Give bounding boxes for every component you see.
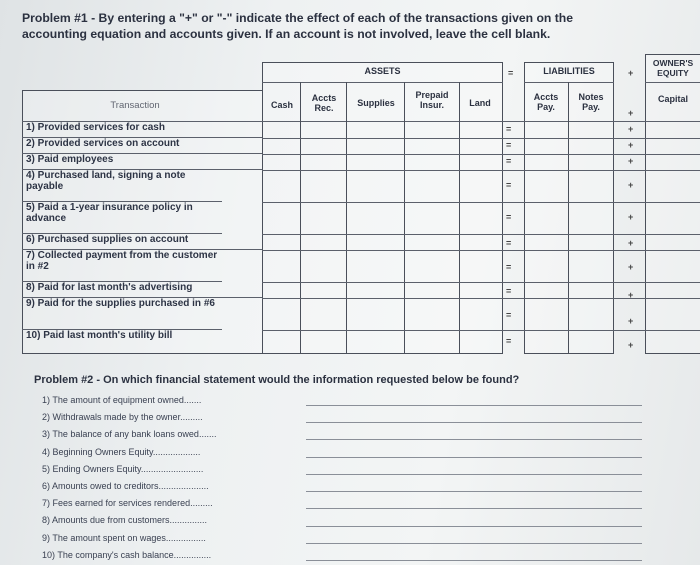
row-plus: + — [628, 262, 634, 272]
answer-line[interactable] — [306, 508, 642, 509]
plus-sign: + — [628, 68, 634, 78]
transaction-row: 5) Paid a 1-year insurance policy in advance — [22, 202, 222, 234]
question-item: 3) The balance of any bank loans owed....... — [42, 429, 217, 440]
supplies-header: Supplies — [357, 98, 395, 108]
row-plus: + — [628, 180, 634, 190]
row-plus: + — [628, 140, 634, 150]
question-item: 4) Beginning Owners Equity................... — [42, 446, 201, 457]
row-equals: = — [506, 262, 512, 272]
row-line — [262, 250, 700, 251]
answer-line[interactable] — [306, 543, 642, 544]
row-equals: = — [506, 156, 512, 166]
accts-rec-header: Accts Rec. — [311, 93, 337, 113]
row-plus: + — [628, 212, 634, 222]
transaction-row: 9) Paid for the supplies purchased in #6 — [22, 298, 222, 330]
problem2-questions — [42, 393, 292, 565]
assets-header-divider — [262, 82, 503, 83]
question-item: 6) Amounts owed to creditors.................... — [42, 480, 209, 491]
col-divider — [300, 82, 301, 354]
row-line — [262, 234, 700, 235]
notes-pay-header: Notes Pay. — [578, 92, 604, 112]
problem1-line2: accounting equation and accounts given. If an account is not involved, leave the cell blank. — [22, 27, 551, 41]
answer-line[interactable] — [306, 474, 642, 475]
row-line — [262, 138, 700, 139]
answer-line[interactable] — [306, 526, 642, 527]
row-plus: + — [628, 124, 634, 134]
equity-header-divider — [645, 82, 700, 83]
row-plus: + — [628, 290, 634, 300]
row-plus: + — [628, 108, 634, 118]
transaction-header: Transaction — [110, 100, 160, 111]
answer-line[interactable] — [306, 422, 642, 423]
row-equals: = — [506, 238, 512, 248]
transaction-row: 3) Paid employees — [22, 154, 262, 170]
question-item: 8) Amounts due from customers............... — [42, 515, 208, 526]
row-equals: = — [506, 140, 512, 150]
transaction-list — [22, 122, 262, 346]
transaction-row: 6) Purchased supplies on account — [22, 234, 262, 250]
col-divider — [346, 82, 347, 354]
row-equals: = — [506, 310, 512, 320]
answer-line[interactable] — [306, 491, 642, 492]
answer-line[interactable] — [306, 457, 642, 458]
liabilities-header-divider — [524, 82, 614, 83]
cash-header: Cash — [270, 100, 293, 110]
question-item: 10) The company's cash balance............... — [42, 549, 212, 560]
transaction-row: 1) Provided services for cash — [22, 122, 262, 138]
assets-header: ASSETS — [364, 66, 401, 76]
transaction-row: 2) Provided services on account — [22, 138, 262, 154]
row-equals: = — [506, 286, 512, 296]
col-divider — [404, 82, 405, 354]
answer-line[interactable] — [306, 560, 642, 561]
row-line — [262, 298, 700, 299]
problem1-instructions — [22, 10, 698, 42]
accts-pay-header: Accts Pay. — [533, 92, 559, 112]
question-item: 1) The amount of equipment owned....... — [42, 395, 202, 405]
owners-equity-header: OWNER'S EQUITY — [652, 58, 694, 78]
answer-line[interactable] — [306, 405, 642, 406]
question-item: 2) Withdrawals made by the owner......... — [42, 412, 203, 423]
col-divider — [568, 82, 569, 354]
capital-header: Capital — [657, 94, 688, 104]
land-header: Land — [469, 98, 491, 108]
row-line — [262, 154, 700, 155]
row-plus: + — [628, 238, 634, 248]
row-plus: + — [628, 156, 634, 166]
row-line — [262, 282, 700, 283]
row-equals: = — [506, 124, 512, 134]
row-plus: + — [628, 316, 634, 326]
row-line — [262, 330, 700, 331]
question-item: 7) Fees earned for services rendered......... — [42, 498, 213, 509]
transaction-row: 4) Purchased land, signing a note payable — [22, 170, 222, 202]
question-item: 5) Ending Owners Equity......................... — [42, 463, 204, 474]
answer-line[interactable] — [306, 439, 642, 440]
transaction-row: 7) Collected payment from the customer in #2 — [22, 250, 222, 282]
transaction-row: 8) Paid for last month's advertising — [22, 282, 262, 298]
row-equals: = — [506, 212, 512, 222]
row-equals: = — [506, 180, 512, 190]
transaction-row: 10) Paid last month's utility bill — [26, 330, 173, 341]
row-equals: = — [506, 336, 512, 346]
row-plus: + — [628, 340, 634, 350]
col-divider — [459, 82, 460, 354]
problem1-line1: Problem #1 - By entering a "+" or "-" indicate the effect of each of the transactions given on the — [22, 11, 574, 25]
problem2-title: Problem #2 - On which financial statement would the information requested below be found? — [34, 374, 520, 386]
liabilities-header: LIABILITIES — [543, 66, 595, 76]
equals-sign: = — [508, 68, 514, 78]
question-item: 9) The amount spent on wages................ — [42, 532, 206, 543]
prepaid-insur-header: Prepaid Insur. — [415, 90, 449, 110]
row-line — [262, 202, 700, 203]
row-line — [262, 170, 700, 171]
